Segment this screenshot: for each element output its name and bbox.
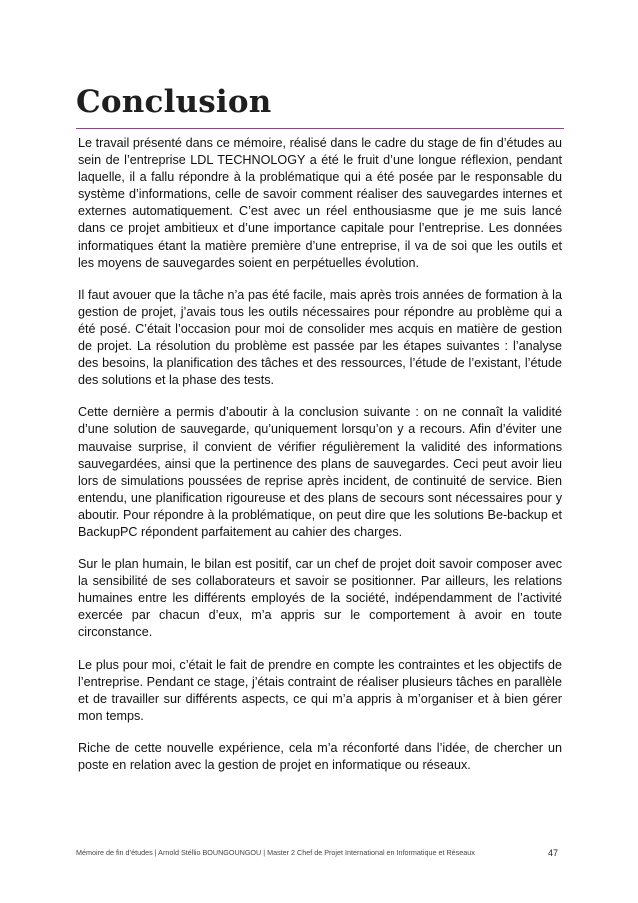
paragraph-4: Sur le plan humain, le bilan est positif, car un chef de projet doit savoir composer avec la sensibilité de ses collaborateurs et savoir se positionner. Par ailleurs, les relations humaines entre les différents employés de la société, indépendamment de l’activité exercée par chacun d’eux, m’a appris sur le comportement à avoir en toute circonstance. xyxy=(78,557,562,640)
page-number: 47 xyxy=(547,848,558,858)
footer-text: Mémoire de fin d’études | Arnold Stéllio BOUNGOUNGOU | Master 2 Chef de Projet International en Informatique et Réseaux xyxy=(76,848,475,857)
title-underline-divider xyxy=(76,128,564,129)
page-title: Conclusion xyxy=(76,84,272,120)
paragraph-6: Riche de cette nouvelle expérience, cela m’a réconforté dans l’idée, de chercher un poste en relation avec la gestion de projet en informatique ou réseaux. xyxy=(78,740,562,772)
paragraph-2: Il faut avouer que la tâche n’a pas été facile, mais après trois années de formation à la gestion de projet, j’avais tous les outils nécessaires pour répondre au problème qui a été posé. C’était l’occasion pour moi de consolider mes acquis en matière de gestion de projet. La résolution du problème est passée par les étapes suivantes : l’analyse des besoins, la planification des tâches et des ressources, l’étude de l’existant, l’étude des solutions et la phase des tests. xyxy=(78,287,562,388)
conclusion-body xyxy=(78,135,562,789)
paragraph-1: Le travail présenté dans ce mémoire, réalisé dans le cadre du stage de fin d’études au sein de l’entreprise LDL TECHNOLOGY a été le fruit d’une longue réflexion, pendant laquelle, il a fallu répondre à la problématique qui a été posée par le responsable du système d’informations, celle de savoir comment réaliser des sauvegardes internes et externes automatiquement. C’est avec un réel enthousiasme que je me suis lancé dans ce projet ambitieux et d’une importance capitale pour l’entreprise. Les données informatiques étant la matière première d’une entreprise, il va de soi que les outils et les moyens de sauvegardes soient en perpétuelles évolution. xyxy=(78,136,562,270)
page-footer xyxy=(76,846,564,860)
paragraph-5: Le plus pour moi, c’était le fait de prendre en compte les contraintes et les objectifs de l’entreprise. Pendant ce stage, j’étais contraint de réaliser plusieurs tâches en parallèle et de travailler sur différents aspects, ce qui m’a appris à m’organiser et à bien gérer mon temps. xyxy=(78,657,562,723)
paragraph-3: Cette dernière a permis d’aboutir à la conclusion suivante : on ne connaît la validité d’une solution de sauvegarde, qu’uniquement lorsqu’on y a recours. Afin d’éviter une mauvaise surprise, il convient de vérifier régulièrement la validité des informations sauvegardées, ainsi que la pertinence des plans de sauvegardes. Ceci peut avoir lieu lors de simulations poussées de reprise après incident, de continuité de service. Bien entendu, une planification rigoureuse et des plans de secours sont nécessaires pour y aboutir. Pour répondre à la problématique, on peut dire que les solutions Be-backup et BackupPC répondent parfaitement au cahier des charges. xyxy=(78,405,562,539)
